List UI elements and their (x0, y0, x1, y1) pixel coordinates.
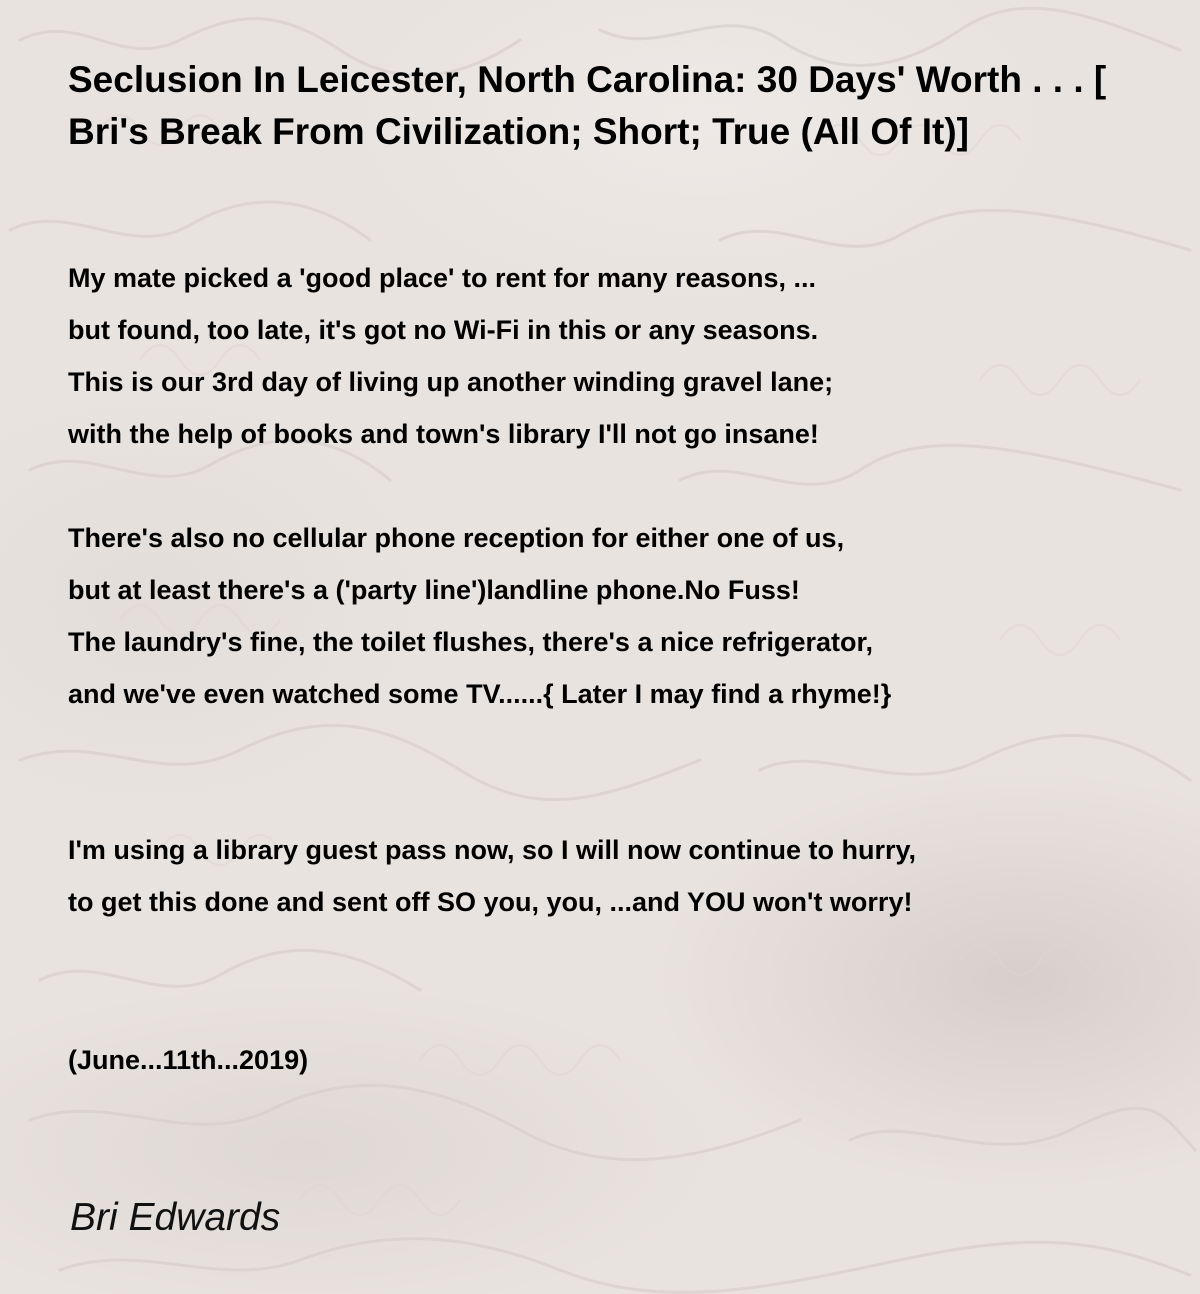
poem-author: Bri Edwards (70, 1196, 281, 1239)
poem-date: (June...11th...2019) (68, 1045, 309, 1075)
poem-stanza-1 (68, 252, 833, 460)
poem-line: but found, too late, it's got no Wi-Fi in this or any seasons. (68, 315, 819, 345)
poem-line: with the help of books and town's library I'll not go insane! (68, 419, 819, 449)
poem-line: and we've even watched some TV......{ Later I may find a rhyme!} (68, 679, 892, 709)
poem-line: This is our 3rd day of living up another winding gravel lane; (68, 367, 834, 397)
poem-line: My mate picked a 'good place' to rent for many reasons, ... (68, 263, 817, 293)
poem-line: There's also no cellular phone reception for either one of us, (68, 523, 845, 553)
poem-stanza-2 (68, 512, 891, 720)
poem-line: to get this done and sent off SO you, you, ...and YOU won't worry! (68, 887, 913, 917)
poem-line: The laundry's fine, the toilet flushes, there's a nice refrigerator, (68, 627, 874, 657)
poem-stanza-3 (68, 824, 916, 928)
poem-line: I'm using a library guest pass now, so I will now continue to hurry, (68, 835, 917, 865)
poem-title: Seclusion In Leicester, North Carolina: 30 Days' Worth . . . [ Bri's Break From Civilization; Short; True (All Of It)] (68, 59, 1107, 152)
poem-line: but at least there's a ('party line')landline phone.No Fuss! (68, 575, 800, 605)
